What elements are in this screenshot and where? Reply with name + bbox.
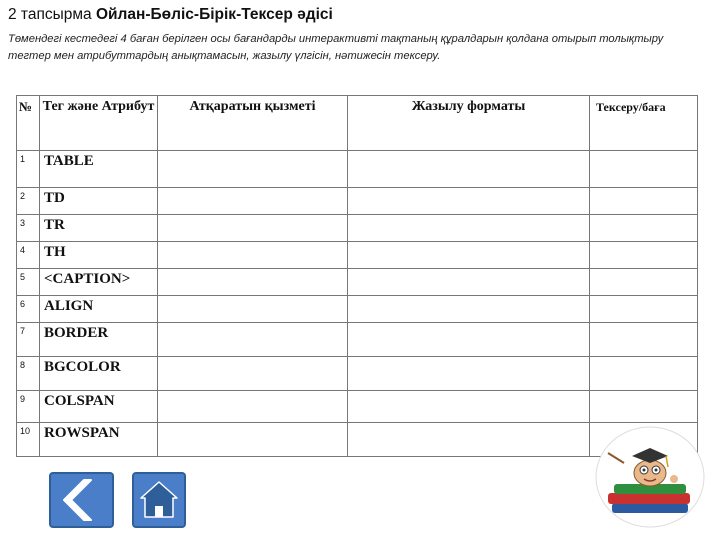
row-number: 7	[17, 323, 40, 357]
row-format-cell[interactable]	[348, 323, 590, 357]
row-function-cell[interactable]	[158, 188, 348, 215]
row-tag: TR	[40, 215, 158, 242]
row-function-cell[interactable]	[158, 215, 348, 242]
table-header-row	[17, 96, 698, 151]
row-function-cell[interactable]	[158, 323, 348, 357]
row-format-cell[interactable]	[348, 391, 590, 423]
home-button[interactable]	[132, 472, 186, 528]
row-check-cell[interactable]	[590, 151, 698, 188]
row-tag: <CAPTION>	[40, 269, 158, 296]
row-number: 8	[17, 357, 40, 391]
row-number: 3	[17, 215, 40, 242]
row-check-cell[interactable]	[590, 391, 698, 423]
row-function-cell[interactable]	[158, 357, 348, 391]
row-number: 2	[17, 188, 40, 215]
table-row	[17, 151, 698, 188]
row-check-cell[interactable]	[590, 269, 698, 296]
table-row	[17, 188, 698, 215]
row-tag: ALIGN	[40, 296, 158, 323]
row-number: 4	[17, 242, 40, 269]
row-number: 9	[17, 391, 40, 423]
row-tag: ROWSPAN	[40, 423, 158, 457]
row-check-cell[interactable]	[590, 296, 698, 323]
row-function-cell[interactable]	[158, 423, 348, 457]
row-function-cell[interactable]	[158, 296, 348, 323]
row-format-cell[interactable]	[348, 269, 590, 296]
row-check-cell[interactable]	[590, 188, 698, 215]
table-row	[17, 296, 698, 323]
row-format-cell[interactable]	[348, 188, 590, 215]
row-function-cell[interactable]	[158, 242, 348, 269]
task-table	[16, 95, 698, 457]
header-number: №	[17, 96, 40, 151]
method-name: Ойлан-Бөліс-Бірік-Тексер әдісі	[95, 6, 333, 23]
header-function: Атқаратын қызметі	[158, 96, 348, 151]
row-number: 5	[17, 269, 40, 296]
left-arrow-icon	[51, 474, 112, 526]
row-format-cell[interactable]	[348, 242, 590, 269]
row-check-cell[interactable]	[590, 323, 698, 357]
table-row	[17, 242, 698, 269]
row-number: 1	[17, 151, 40, 188]
row-tag: BORDER	[40, 323, 158, 357]
row-number: 6	[17, 296, 40, 323]
instructions-text: Төмендегі кестедегі 4 баған берілген осы бағандарды интерактивті тақтаның құралдарын қолдана отырып толықтыру тегтер мен атрибуттардың анықтамасын, жазылу үлгісін, нәтижесін тексеру.	[8, 33, 664, 62]
row-tag: TABLE	[40, 151, 158, 188]
teacher-on-books-icon	[594, 423, 706, 528]
row-function-cell[interactable]	[158, 151, 348, 188]
row-number: 10	[17, 423, 40, 457]
header-tag-attribute: Тег және Атрибут	[40, 96, 158, 151]
slide-title	[8, 6, 333, 24]
row-format-cell[interactable]	[348, 423, 590, 457]
table-row	[17, 357, 698, 391]
row-tag: TH	[40, 242, 158, 269]
row-format-cell[interactable]	[348, 357, 590, 391]
row-tag: COLSPAN	[40, 391, 158, 423]
home-icon	[134, 474, 184, 526]
table-row	[17, 323, 698, 357]
row-tag: BGCOLOR	[40, 357, 158, 391]
header-check-grade: Тексеру/баға	[590, 96, 698, 151]
row-function-cell[interactable]	[158, 391, 348, 423]
task-number: 2 тапсырма	[8, 6, 92, 23]
row-tag: TD	[40, 188, 158, 215]
row-check-cell[interactable]	[590, 215, 698, 242]
teacher-illustration	[594, 423, 706, 528]
row-format-cell[interactable]	[348, 151, 590, 188]
header-format: Жазылу форматы	[348, 96, 590, 151]
row-format-cell[interactable]	[348, 215, 590, 242]
row-check-cell[interactable]	[590, 357, 698, 391]
table-row	[17, 215, 698, 242]
table-row	[17, 269, 698, 296]
back-button[interactable]	[49, 472, 114, 528]
row-function-cell[interactable]	[158, 269, 348, 296]
table-row	[17, 391, 698, 423]
row-check-cell[interactable]	[590, 242, 698, 269]
row-format-cell[interactable]	[348, 296, 590, 323]
